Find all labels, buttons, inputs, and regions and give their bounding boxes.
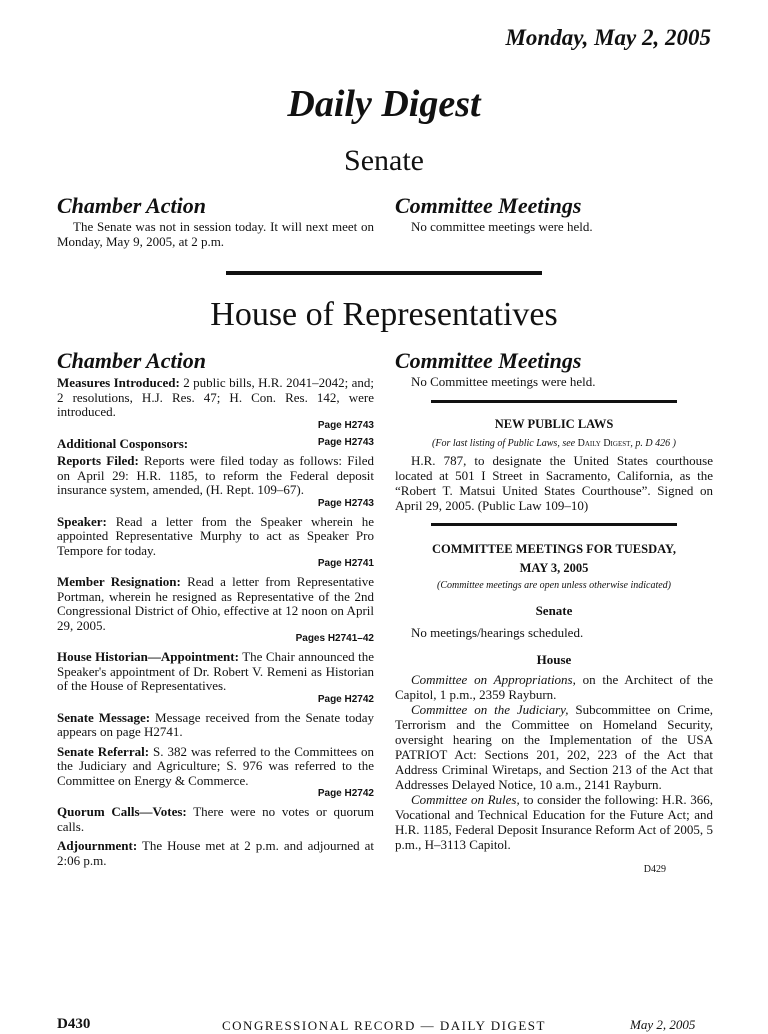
- senate-chamber-action-heading: Chamber Action: [57, 193, 206, 218]
- entry-text: 2 public bills, H.R. 2041–2042; and; 2 resolutions, H.J. Res. 47; H. Con. Res. 142, were introduced.: [57, 375, 375, 419]
- tuesday-heading-line2: MAY 3, 2005: [519, 561, 589, 575]
- house-chamber-action-heading: Chamber Action: [57, 348, 206, 373]
- page-code: D429: [643, 864, 666, 875]
- house-entry: [57, 711, 374, 740]
- senate-committee-meetings-heading: Committee Meetings: [395, 193, 582, 218]
- committee-item-text: to consider the following: H.R. 366, Vocational and Technical Education for the Future Act; and H.R. 1185, Federal Deposit Insurance Reform Act of 2005, 5 p.m., H–3113 Capitol.: [395, 792, 713, 852]
- house-entry: [57, 376, 374, 432]
- house-entry: [57, 437, 374, 450]
- senate-committee-meetings: [395, 193, 713, 234]
- house-committee-item: [395, 702, 713, 792]
- house-committee-item: [395, 792, 713, 852]
- entry-label: Senate Referral:: [57, 743, 150, 759]
- committee-item-text: Subcommittee on Crime, Terrorism and the Committee on Homeland Security, oversight hearing on the Implementation of the USA PATRIOT Act: Sections 201, 202, 223 of the Act that Address Criminal Wiretaps, and Section 213 of the Act that Addresses Delayed Notice, 10 a.m., 2141 Rayburn.: [395, 702, 713, 792]
- house-entry: [57, 515, 374, 571]
- note-suffix: , p. D 426 ): [630, 438, 676, 449]
- tuesday-meetings-note: (Committee meetings are open unless otherwise indicated): [436, 580, 672, 591]
- tuesday-house-heading: House: [536, 652, 572, 667]
- entry-label: Measures Introduced:: [57, 375, 180, 390]
- entry-page-ref: Pages H2741–42: [295, 633, 374, 644]
- digest-date: Monday, May 2, 2005: [505, 25, 711, 50]
- footer-publication: CONGRESSIONAL RECORD — DAILY DIGEST: [222, 1018, 546, 1033]
- senate-chamber-action-text: The Senate was not in session today. It will next meet on Monday, May 9, 2005, at 2 p.m.: [57, 219, 374, 249]
- note-prefix: (For last listing of Public Laws, see: [432, 438, 578, 449]
- entry-page-ref: Page H2741: [317, 558, 374, 569]
- house-entry: [57, 839, 374, 868]
- divider: [431, 523, 677, 526]
- house-entry: [57, 575, 374, 645]
- entry-label: Adjournment:: [57, 838, 138, 853]
- house-entry: [57, 745, 374, 801]
- committee-name: Committee on the Judiciary,: [411, 702, 569, 717]
- committee-name: Committee on Appropriations,: [411, 672, 576, 687]
- note-daily-digest: Daily Digest: [577, 438, 631, 449]
- entry-label: Senate Message:: [57, 709, 151, 725]
- entry-page-ref: Page H2743: [317, 437, 374, 448]
- entry-label: Quorum Calls—Votes:: [57, 804, 187, 819]
- tuesday-meetings-heading: [395, 540, 713, 578]
- house-entries: [57, 376, 374, 868]
- house-committee-meetings-heading: Committee Meetings: [395, 348, 582, 373]
- entry-label: House Historian—Appointment:: [57, 649, 239, 664]
- house-entry: [57, 650, 374, 706]
- entry-label: Member Resignation:: [57, 574, 181, 589]
- house-committee-item: [395, 672, 713, 702]
- committee-name: Committee on Rules,: [411, 792, 520, 807]
- entry-text: There were no votes or quorum calls.: [57, 804, 374, 834]
- entry-page-ref: Page H2743: [317, 497, 374, 509]
- entry-text: Read a letter from the Speaker wherein he appointed Representative Murphy to act as Speaker Pro Tempore for today.: [57, 513, 374, 558]
- committee-item-text: on the Architect of the Capitol, 1 p.m., 2359 Rayburn.: [395, 672, 713, 702]
- senate-committee-meetings-text: No committee meetings were held.: [411, 219, 593, 234]
- digest-title: Daily Digest: [287, 83, 481, 125]
- tuesday-senate-text: No meetings/hearings scheduled.: [411, 625, 584, 640]
- new-public-laws-note: [395, 438, 713, 449]
- entry-text: S. 382 was referred to the Committees on the Judiciary and Agriculture; S. 976 was referred to the Committee on Energy & Commerce.: [57, 743, 374, 788]
- entry-page-ref: Page H2742: [317, 693, 374, 705]
- house-entry: [57, 454, 374, 510]
- entry-text: The Chair announced the Speaker's appointment of Dr. Robert V. Remeni as Historian of the House of Representatives.: [57, 649, 375, 693]
- entry-label: Additional Cosponsors:: [57, 435, 189, 451]
- entry-text: Read a letter from Representative Portman, wherein he resigned as Representative of the 2nd Congressional District of Ohio, effective at 12 noon on April 29, 2005.: [57, 574, 375, 633]
- entry-label: Speaker:: [57, 513, 107, 529]
- entry-label: Reports Filed:: [57, 453, 139, 468]
- senate-heading: Senate: [344, 144, 424, 177]
- entry-text: Reports were filed today as follows: Filed on April 29: H.R. 1185, to reform the Federal deposit insurance system, amended, (H. Rept. 109–67).: [57, 453, 374, 497]
- tuesday-house-items: [395, 672, 713, 852]
- tuesday-heading-line1: COMMITTEE MEETINGS FOR TUESDAY,: [431, 542, 677, 556]
- house-committee-meetings-text: No Committee meetings were held.: [411, 374, 596, 389]
- new-public-laws-heading: NEW PUBLIC LAWS: [494, 417, 614, 431]
- tuesday-senate-heading: Senate: [535, 603, 573, 618]
- house-heading: House of Representatives: [210, 296, 558, 333]
- footer-page-number: D430: [57, 1016, 91, 1032]
- entry-text: Message received from the Senate today appears on page H2741.: [57, 709, 374, 739]
- divider: [431, 400, 677, 403]
- house-entry: [57, 805, 374, 834]
- footer-date: May 2, 2005: [630, 1017, 696, 1032]
- entry-page-ref: Page H2742: [317, 788, 374, 799]
- entry-page-ref: Page H2743: [317, 419, 374, 431]
- senate-chamber-action: [57, 193, 374, 249]
- house-right-column: [395, 348, 713, 875]
- house-chamber-action: [57, 348, 374, 873]
- new-public-laws-text: H.R. 787, to designate the United States courthouse located at 501 I Street in Sacramento, California, as the “Robert T. Matsui United States Courthouse”. Signed on April 29, 2005. (Public Law 109–10): [395, 453, 713, 513]
- entry-text: The House met at 2 p.m. and adjourned at 2:06 p.m.: [57, 838, 374, 868]
- section-divider: [226, 271, 542, 275]
